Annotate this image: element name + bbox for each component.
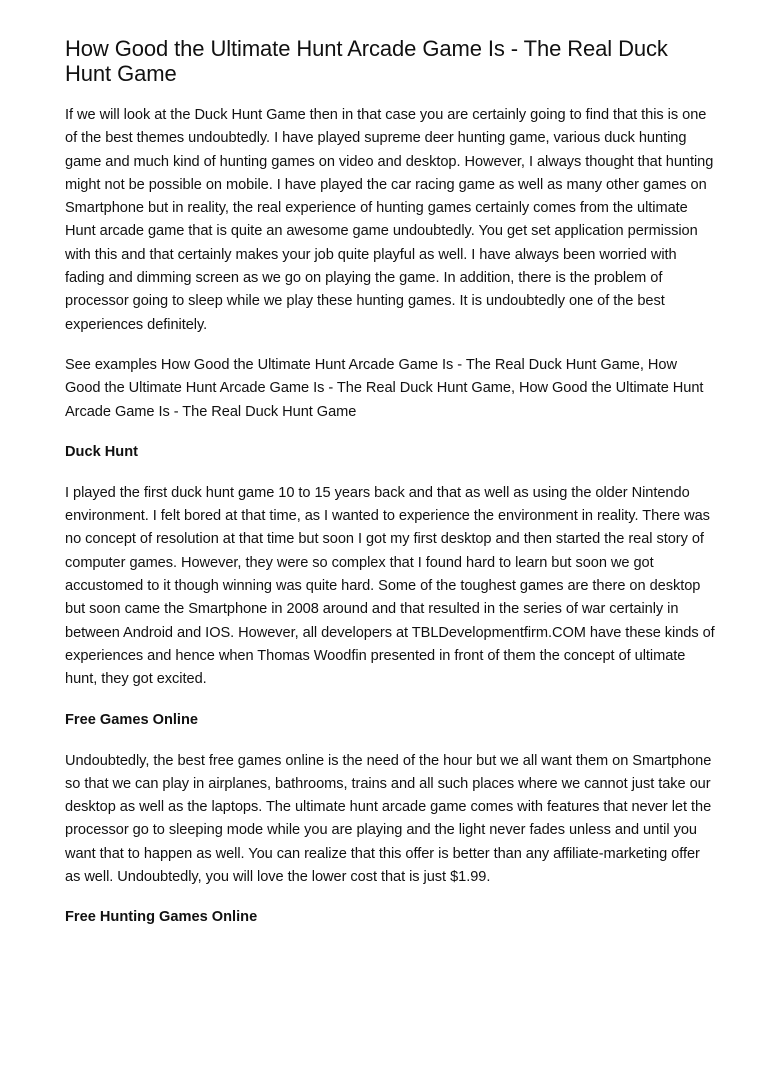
section-body-duck-hunt: I played the first duck hunt game 10 to 15 years back and that as well as using the older Nintendo environment. I felt bored at that time, as I wanted to experience the environment in reality. There was no concept of resolution at that time but soon I got my first desktop and then started the real story of computer games. However, they were so complex that I found hard to learn but soon we got accustomed to it though winning was quite hard. Some of the toughest games are there on desktop but soon came the Smartphone in 2008 around and that resulted in the series of war certainly in between Android and IOS. However, all developers at TBLDevelopmentfirm.COM have these kinds of experiences and hence when Thomas Woodfin presented in front of them the concept of ultimate hunt, they got excited. bbox=[65, 484, 715, 688]
examples-paragraph: See examples How Good the Ultimate Hunt Arcade Game Is - The Real Duck Hunt Game, How Good the Ultimate Hunt Arcade Game Is - The Real Duck Hunt Game, How Good the Ultimate Hunt Arcade Game Is - The Real Duck Hunt Game bbox=[65, 356, 704, 420]
section-heading-duck-hunt: Duck Hunt bbox=[65, 443, 138, 460]
document-title: How Good the Ultimate Hunt Arcade Game Is - The Real Duck Hunt Game bbox=[65, 36, 668, 86]
section-heading-free-games-online: Free Games Online bbox=[65, 711, 199, 728]
document-page bbox=[65, 36, 715, 947]
section-heading-free-hunting-games-online: Free Hunting Games Online bbox=[65, 909, 258, 926]
intro-paragraph: If we will look at the Duck Hunt Game then in that case you are certainly going to find that this is one of the best themes undoubtedly. I have played supreme deer hunting game, various duck hunting game and much kind of hunting games on video and desktop. However, I always thought that hunting might not be possible on mobile. I have played the car racing game as well as many other games on Smartphone but in reality, the real experience of hunting games certainly comes from the ultimate Hunt arcade game that is quite an awesome game undoubtedly. You get set application permission with this and that certainly makes your job quite playful as well. I have always been worried with fading and dimming screen as we go on playing the game. In addition, there is the problem of processor going to sleep while we play these hunting games. It is undoubtedly one of the best experiences definitely. bbox=[65, 107, 714, 333]
section-body-free-games-online: Undoubtedly, the best free games online is the need of the hour but we all want them on Smartphone so that we can play in airplanes, bathrooms, trains and all such places where we cannot just take our desktop as well as the laptops. The ultimate hunt arcade game comes with features that never let the processor go to sleeping mode while you are playing and the light never fades unless and until you want that to happen as well. You can realize that this offer is better than any affiliate-marketing offer as well. Undoubtedly, you will love the lower cost that is just $1.99. bbox=[65, 752, 712, 886]
